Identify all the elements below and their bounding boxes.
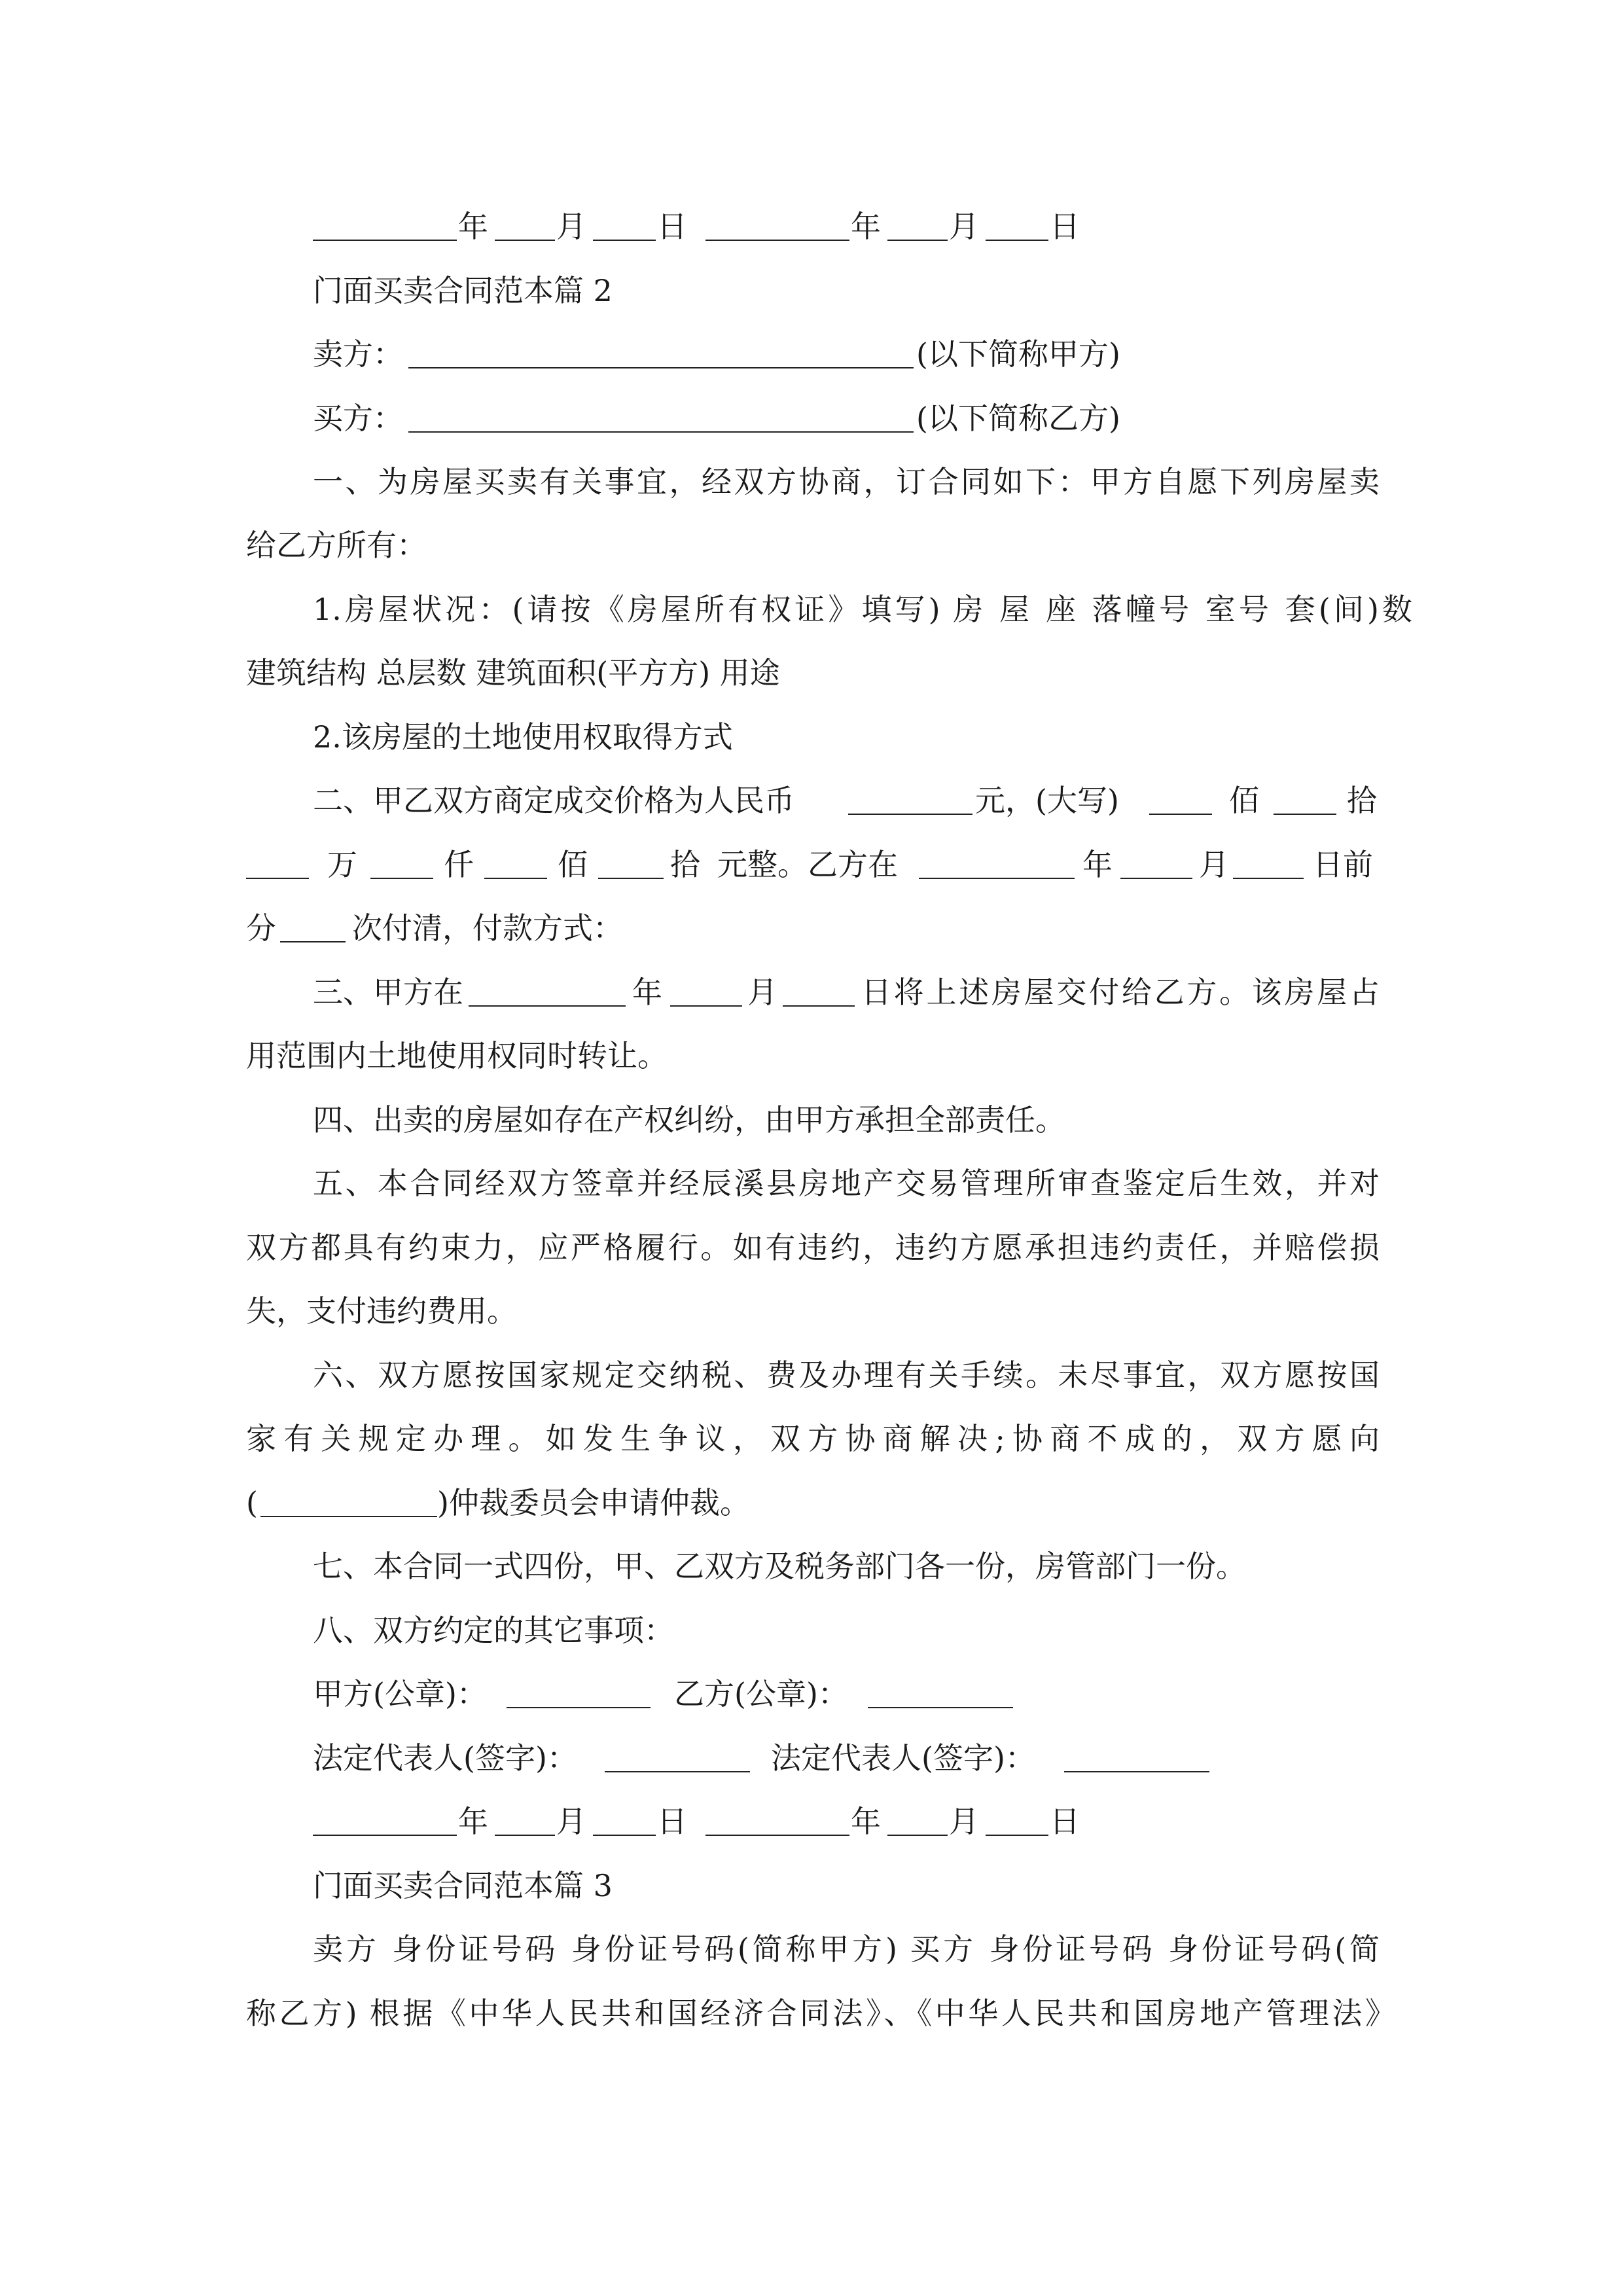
clause-6-text: 六、双方愿按国家规定交纳税、费及办理有关手续。未尽事宜，双方愿按国: [313, 1357, 1380, 1393]
seller-name-blank[interactable]: [408, 331, 914, 368]
day-blank[interactable]: [1233, 841, 1304, 879]
representative-row: [0, 1734, 1623, 1782]
clause-2-text: 元，(大写): [975, 783, 1119, 818]
clause-8-text: 八、双方约定的其它事项：: [313, 1613, 674, 1648]
buyer-row: [0, 395, 1623, 442]
month-label: 月: [949, 1804, 979, 1839]
clause-1-line-1: [0, 458, 1623, 505]
signature-date-row-top: [0, 203, 1623, 250]
clause-6-line-2: [0, 1415, 1623, 1462]
day-blank[interactable]: [986, 1798, 1048, 1836]
day-label: 日: [1050, 209, 1080, 244]
seller-label: 卖方：: [313, 336, 403, 372]
party-a-representative-label: 法定代表人(签字)：: [313, 1740, 577, 1776]
clause-2-text: 分: [246, 910, 276, 946]
hundred-label: 佰: [1229, 783, 1259, 818]
ten-thousand-label: 万: [327, 847, 357, 882]
year-label: 年: [458, 209, 488, 244]
month-blank[interactable]: [1120, 841, 1192, 879]
clause-3-line-2: [0, 1032, 1623, 1079]
hundred-label: 佰: [558, 847, 588, 882]
clause-2-text: 二、甲乙双方商定成交价格为人民币: [313, 783, 794, 818]
clause-2-line-2: [0, 841, 1623, 888]
clause-1-text: 给乙方所有：: [246, 528, 427, 563]
section-title: [0, 267, 1623, 314]
day-blank[interactable]: [783, 969, 855, 1007]
party-b-seal-label: 乙方(公章)：: [674, 1676, 848, 1712]
clause-8-line: [0, 1607, 1623, 1654]
amount-blank[interactable]: [370, 841, 433, 879]
installment-blank[interactable]: [280, 905, 346, 942]
buyer-suffix: (以下简称乙方): [916, 401, 1120, 436]
year-label: 年: [458, 1804, 488, 1839]
clause-2-text: 元整。乙方在: [717, 847, 898, 882]
month-label: 月: [1199, 847, 1229, 882]
month-blank[interactable]: [670, 969, 742, 1007]
clause-4-text: 四、出卖的房屋如存在产权纠纷，由甲方承担全部责任。: [313, 1102, 1065, 1138]
item-1-text: 建筑结构 总层数 建筑面积(平方方) 用途: [246, 655, 780, 691]
clause-5-line-1: [0, 1160, 1623, 1207]
item-2-line: [0, 713, 1623, 761]
party-a-seal-label: 甲方(公章)：: [313, 1676, 487, 1712]
price-blank[interactable]: [848, 777, 972, 815]
day-label: 日: [657, 209, 687, 244]
seller-row: [0, 331, 1623, 378]
year-label: 年: [851, 209, 881, 244]
clause-3-text: 用范围内土地使用权同时转让。: [246, 1038, 668, 1073]
year-blank[interactable]: [705, 1798, 849, 1836]
clause-6-line-3: [0, 1479, 1623, 1526]
amount-blank[interactable]: [598, 841, 664, 879]
ten-label: 拾: [1347, 783, 1377, 818]
clause-6-line-1: [0, 1352, 1623, 1399]
party-b-representative-blank[interactable]: [1064, 1734, 1209, 1772]
year-blank[interactable]: [919, 841, 1075, 879]
clause-2-line-3: [0, 905, 1623, 952]
buyer-label: 买方：: [313, 401, 403, 436]
year-blank[interactable]: [313, 203, 457, 241]
year-label: 年: [632, 975, 662, 1010]
year-blank[interactable]: [705, 203, 849, 241]
month-blank[interactable]: [887, 203, 948, 241]
amount-blank[interactable]: [1274, 777, 1336, 815]
clause-4-line: [0, 1096, 1623, 1143]
clause-3-text: 三、甲方在: [313, 975, 463, 1010]
day-label: 日: [657, 1804, 687, 1839]
month-label: 月: [747, 975, 777, 1010]
section2-title-text: 门面买卖合同范本篇 2: [313, 273, 613, 308]
month-blank[interactable]: [495, 203, 555, 241]
clause-3-text: 日将上述房屋交付给乙方。该房屋占: [861, 975, 1380, 1010]
clause-6-text: 家有关规定办理。如发生争议，双方协商解决;协商不成的，双方愿向: [246, 1421, 1380, 1456]
seller-suffix: (以下简称甲方): [916, 336, 1120, 372]
section3-title-text: 门面买卖合同范本篇 3: [313, 1868, 613, 1903]
section-3-line-2: [0, 1990, 1623, 2037]
thousand-label: 仟: [444, 847, 474, 882]
year-blank[interactable]: [469, 969, 626, 1007]
item-1-line-2: [0, 649, 1623, 696]
signature-date-row-bottom: [0, 1798, 1623, 1845]
amount-blank[interactable]: [1149, 777, 1212, 815]
ten-label: 拾: [670, 847, 700, 882]
item-2-text: 2.该房屋的土地使用权取得方式: [313, 719, 733, 755]
year-blank[interactable]: [313, 1798, 457, 1836]
arbitration-committee-blank[interactable]: [260, 1479, 437, 1517]
clause-2-line-1: [0, 777, 1623, 824]
section-3-text: 卖方 身份证号码 身份证号码(简称甲方) 买方 身份证号码 身份证号码(简: [313, 1931, 1380, 1967]
day-blank[interactable]: [593, 1798, 656, 1836]
item-1-text: 1.房屋状况：(请按《房屋所有权证》填写) 房 屋 座 落幢号 室号 套(间)数: [313, 592, 1413, 627]
clause-5-text: 失，支付违约费用。: [246, 1293, 517, 1329]
clause-5-line-3: [0, 1287, 1623, 1335]
clause-7-text: 七、本合同一式四份，甲、乙双方及税务部门各一份，房管部门一份。: [313, 1549, 1246, 1584]
month-blank[interactable]: [887, 1798, 948, 1836]
amount-blank[interactable]: [484, 841, 547, 879]
item-1-line-1: [0, 586, 1623, 633]
year-label: 年: [1082, 847, 1113, 882]
day-blank[interactable]: [986, 203, 1048, 241]
day-blank[interactable]: [593, 203, 656, 241]
clause-1-line-2: [0, 522, 1623, 569]
month-label: 月: [556, 209, 586, 244]
clause-3-line-1: [0, 969, 1623, 1016]
clause-2-text: 日前: [1313, 847, 1373, 882]
clause-5-text: 双方都具有约束力，应严格履行。如有违约，违约方愿承担违约责任，并赔偿损: [246, 1230, 1380, 1265]
clause-6-text: )仲裁委员会申请仲裁。: [437, 1485, 750, 1520]
amount-blank[interactable]: [246, 841, 309, 879]
month-label: 月: [949, 209, 979, 244]
clause-1-text: 一、为房屋买卖有关事宜，经双方协商，订合同如下：甲方自愿下列房屋卖: [313, 464, 1380, 499]
month-blank[interactable]: [495, 1798, 555, 1836]
party-a-seal-blank[interactable]: [507, 1670, 651, 1708]
buyer-name-blank[interactable]: [408, 395, 914, 433]
day-label: 日: [1050, 1804, 1080, 1839]
party-a-representative-blank[interactable]: [605, 1734, 750, 1772]
clause-7-line: [0, 1543, 1623, 1590]
month-label: 月: [556, 1804, 586, 1839]
year-label: 年: [851, 1804, 881, 1839]
clause-5-line-2: [0, 1224, 1623, 1271]
party-b-representative-label: 法定代表人(签字)：: [771, 1740, 1035, 1776]
clause-2-text: 次付清，付款方式：: [352, 910, 623, 946]
section-title: [0, 1862, 1623, 1909]
clause-5-text: 五、本合同经双方签章并经辰溪县房地产交易管理所审查鉴定后生效，并对: [313, 1166, 1380, 1201]
section-3-line-1: [0, 1926, 1623, 1973]
seal-row: [0, 1670, 1623, 1717]
party-b-seal-blank[interactable]: [868, 1670, 1013, 1708]
section-3-text: 称乙方) 根据《中华人民共和国经济合同法》、《中华人民共和国房地产管理法》: [246, 1996, 1395, 2031]
clause-6-text: (: [246, 1485, 258, 1520]
